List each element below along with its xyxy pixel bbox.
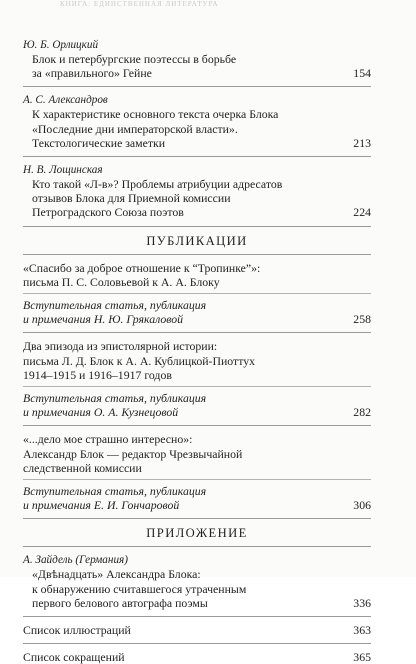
entry-author: А. Зайдель (Германия) — [23, 554, 128, 567]
publication-intro-block — [23, 484, 371, 512]
publication-intro-line: и примечания Е. И. Гончаровой — [23, 498, 180, 513]
toc-entry-orlitsky — [23, 38, 371, 80]
divider — [23, 254, 371, 255]
toc-entry-abbreviations — [23, 650, 371, 664]
publication-intro-line: и примечания Н. Ю. Грякаловой — [23, 312, 184, 327]
entry-title-line: за «правильного» Гейне — [32, 66, 152, 81]
entry-page-number: 224 — [353, 205, 371, 220]
entry-title-line: Кто такой «Л-в»? Проблемы атрибуции адресатов — [32, 177, 283, 192]
table-of-contents — [23, 38, 371, 664]
entry-title-line: Список сокращений — [23, 650, 125, 664]
entry-title-block — [23, 52, 371, 80]
publication-intro-line: Вступительная статья, публикация — [23, 298, 207, 313]
publication-title-block — [23, 339, 371, 382]
entry-title-line: Текстологические заметки — [32, 135, 166, 150]
divider — [23, 332, 371, 333]
publication-intro-line: Вступительная статья, публикация — [23, 391, 207, 406]
publication-title-line: следственной комиссии — [23, 460, 142, 475]
divider — [23, 156, 371, 157]
publication-entry — [23, 261, 371, 327]
publication-intro-block — [23, 298, 371, 326]
divider — [23, 86, 371, 87]
publication-intro-line: и примечания О. А. Кузнецовой — [23, 405, 179, 420]
entry-page-number: 282 — [353, 405, 371, 420]
publication-title-line: 1914–1915 и 1916–1917 годов — [23, 367, 172, 382]
publication-title-line: «Спасибо за доброе отношение к “Тропинке”»: — [23, 260, 261, 275]
publication-title-block — [23, 261, 371, 289]
entry-page-number: 258 — [353, 312, 371, 327]
entry-title-line: Список иллюстраций — [23, 623, 131, 638]
entry-title-line: «Последние дни императорской власти». — [32, 121, 238, 136]
publication-title-line: письма П. С. Соловьевой к А. А. Блоку — [23, 274, 220, 289]
entry-page-number: 336 — [353, 595, 371, 610]
entry-title-block — [23, 107, 371, 150]
publication-entry — [23, 432, 371, 512]
entry-page-number: 365 — [353, 650, 371, 664]
publication-title-line: Два эпизода из эпистолярной истории: — [23, 339, 218, 354]
entry-author: Ю. Б. Орлицкий — [23, 39, 99, 51]
entry-author: Н. В. Лощинская — [23, 164, 103, 177]
entry-title-line: к обнаружению считавшегося утраченным — [32, 581, 247, 596]
entry-page-number: 363 — [353, 623, 371, 638]
entry-title-line: отзывов Блока для Приемной комиссии — [32, 191, 231, 206]
divider — [23, 425, 371, 426]
divider — [23, 643, 371, 644]
entry-author: А. С. Александров — [23, 94, 108, 107]
publication-entry — [23, 339, 371, 419]
section-title-appendix: ПРИЛОЖЕНИЕ — [146, 526, 248, 541]
publication-title-block — [23, 432, 371, 475]
publication-intro-block — [23, 391, 371, 419]
entry-title-line: Блок и петербургские поэтессы в борьбе — [32, 52, 237, 66]
entry-title-line: первого белового автографа поэмы — [32, 595, 208, 610]
entry-title-line: «Двѣнадцать» Александра Блока: — [32, 567, 201, 582]
section-title-publications: ПУБЛИКАЦИИ — [146, 233, 248, 248]
sub-divider — [23, 293, 371, 294]
toc-entry-loshchinskaya — [23, 163, 371, 220]
publication-title-line: «...дело мое страшно интересно»: — [23, 432, 193, 447]
divider — [23, 616, 371, 617]
entry-title-line: К характеристике основного текста очерка Блока — [32, 107, 279, 122]
entry-page-number: 154 — [353, 66, 371, 81]
toc-entry-zaidel — [23, 553, 371, 610]
publication-title-line: Александр Блок — редактор Чрезвычайной — [23, 446, 243, 461]
header-bleed-through: КНИГА: ЕДИНСТВЕННАЯ ЛИТЕРАТУРА — [60, 0, 219, 8]
entry-page-number: 306 — [353, 498, 371, 513]
divider — [23, 518, 371, 519]
divider — [23, 226, 371, 227]
publication-title-line: письма Л. Д. Блок к А. А. Кублицкой-Пиоттух — [23, 353, 256, 368]
toc-entry-illustrations — [23, 623, 371, 637]
entry-page-number: 213 — [353, 135, 371, 150]
divider — [23, 546, 371, 547]
entry-title-line: Петроградского Союза поэтов — [32, 205, 184, 220]
sub-divider — [23, 479, 371, 480]
sub-divider — [23, 386, 371, 387]
toc-entry-aleksandrov — [23, 93, 371, 150]
entry-title-block — [23, 567, 371, 610]
publication-intro-line: Вступительная статья, публикация — [23, 484, 207, 499]
entry-title-block — [23, 177, 371, 220]
